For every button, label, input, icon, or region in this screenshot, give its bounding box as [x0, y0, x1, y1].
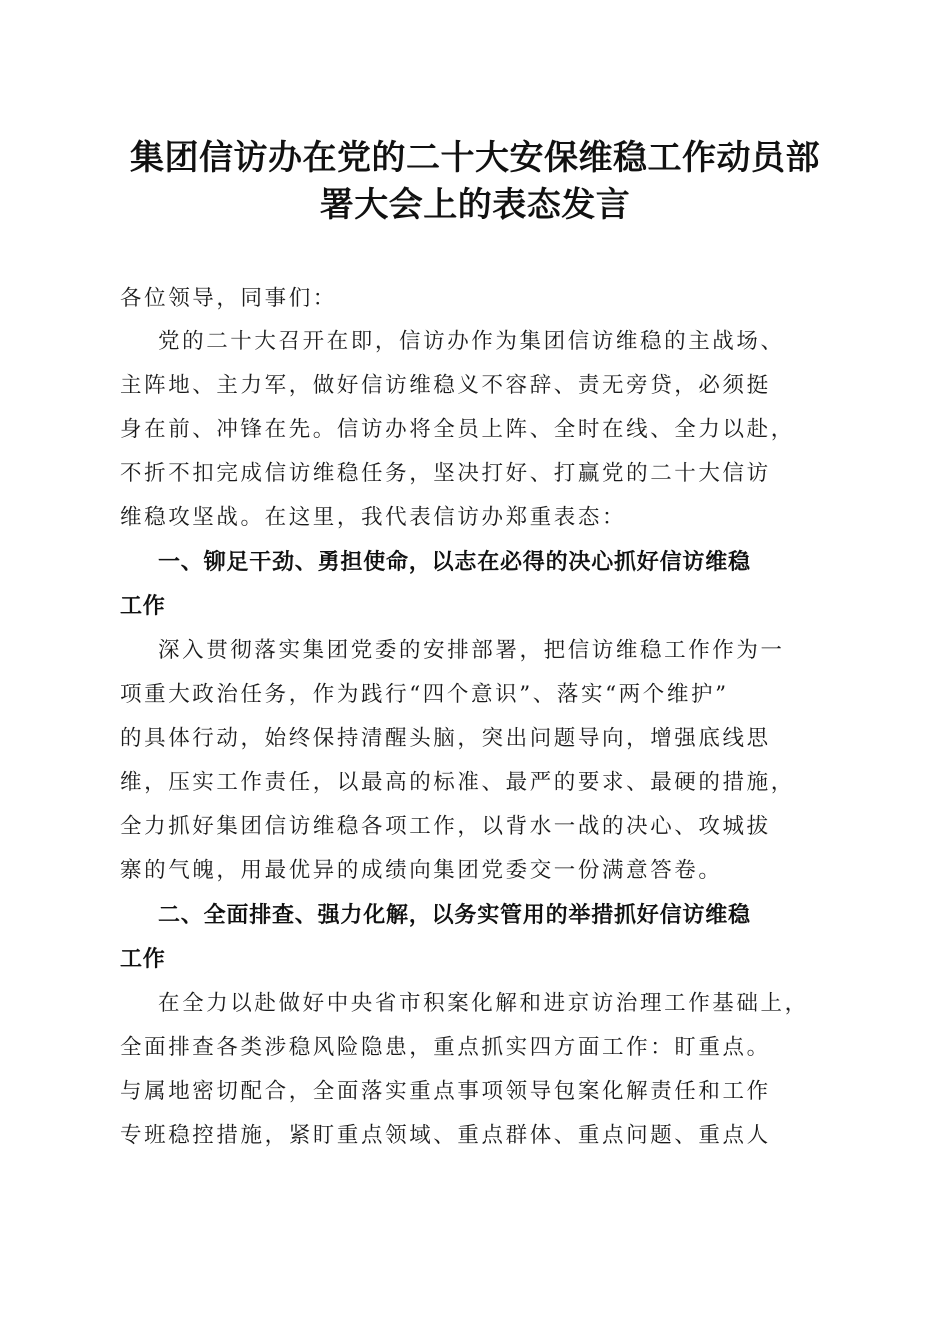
section-heading-2-line-1: 二、全面排查、强力化解，以务实管用的举措抓好信访维稳 — [158, 903, 751, 928]
section-heading-2-line-2: 工作 — [120, 947, 166, 972]
salutation: 各位领导，同事们： — [120, 286, 337, 311]
paragraph-1-line-3: 身在前、冲锋在先。信访办将全员上阵、全时在线、全力以赴， — [120, 417, 795, 442]
paragraph-1-line-5: 维稳攻坚战。在这里，我代表信访办郑重表态： — [120, 505, 627, 530]
paragraph-3-line-1: 在全力以赴做好中央省市积案化解和进京访治理工作基础上， — [158, 991, 809, 1016]
paragraph-1-line-2: 主阵地、主力军，做好信访维稳义不容辞、责无旁贷，必须挺 — [120, 373, 771, 398]
paragraph-2-line-3: 的具体行动，始终保持清醒头脑，突出问题导向，增强底线思 — [120, 726, 771, 751]
paragraph-2-line-6: 寨的气魄，用最优异的成绩向集团党委交一份满意答卷。 — [120, 858, 723, 883]
paragraph-1-line-1: 党的二十大召开在即，信访办作为集团信访维稳的主战场、 — [158, 329, 785, 354]
paragraph-2-line-2: 项重大政治任务，作为践行“四个意识”、落实“两个维护” — [120, 682, 729, 707]
section-heading-1-line-2: 工作 — [120, 594, 166, 619]
document-title-line-1: 集团信访办在党的二十大安保维稳工作动员部 — [130, 138, 820, 178]
paragraph-1-line-4: 不折不扣完成信访维稳任务，坚决打好、打赢党的二十大信访 — [120, 461, 771, 486]
section-heading-1-line-1: 一、铆足干劲、勇担使命，以志在必得的决心抓好信访维稳 — [158, 550, 751, 575]
paragraph-2-line-5: 全力抓好集团信访维稳各项工作，以背水一战的决心、攻城拔 — [120, 814, 771, 839]
paragraph-3-line-4: 专班稳控措施，紧盯重点领域、重点群体、重点问题、重点人 — [120, 1123, 771, 1148]
paragraph-2-line-4: 维，压实工作责任，以最高的标准、最严的要求、最硬的措施， — [120, 770, 795, 795]
paragraph-2-line-1: 深入贯彻落实集团党委的安排部署，把信访维稳工作作为一 — [158, 638, 785, 663]
paragraph-3-line-2: 全面排查各类涉稳风险隐患，重点抓实四方面工作：盯重点。 — [120, 1035, 771, 1060]
paragraph-3-line-3: 与属地密切配合，全面落实重点事项领导包案化解责任和工作 — [120, 1079, 771, 1104]
document-title-line-2: 署大会上的表态发言 — [319, 185, 631, 225]
